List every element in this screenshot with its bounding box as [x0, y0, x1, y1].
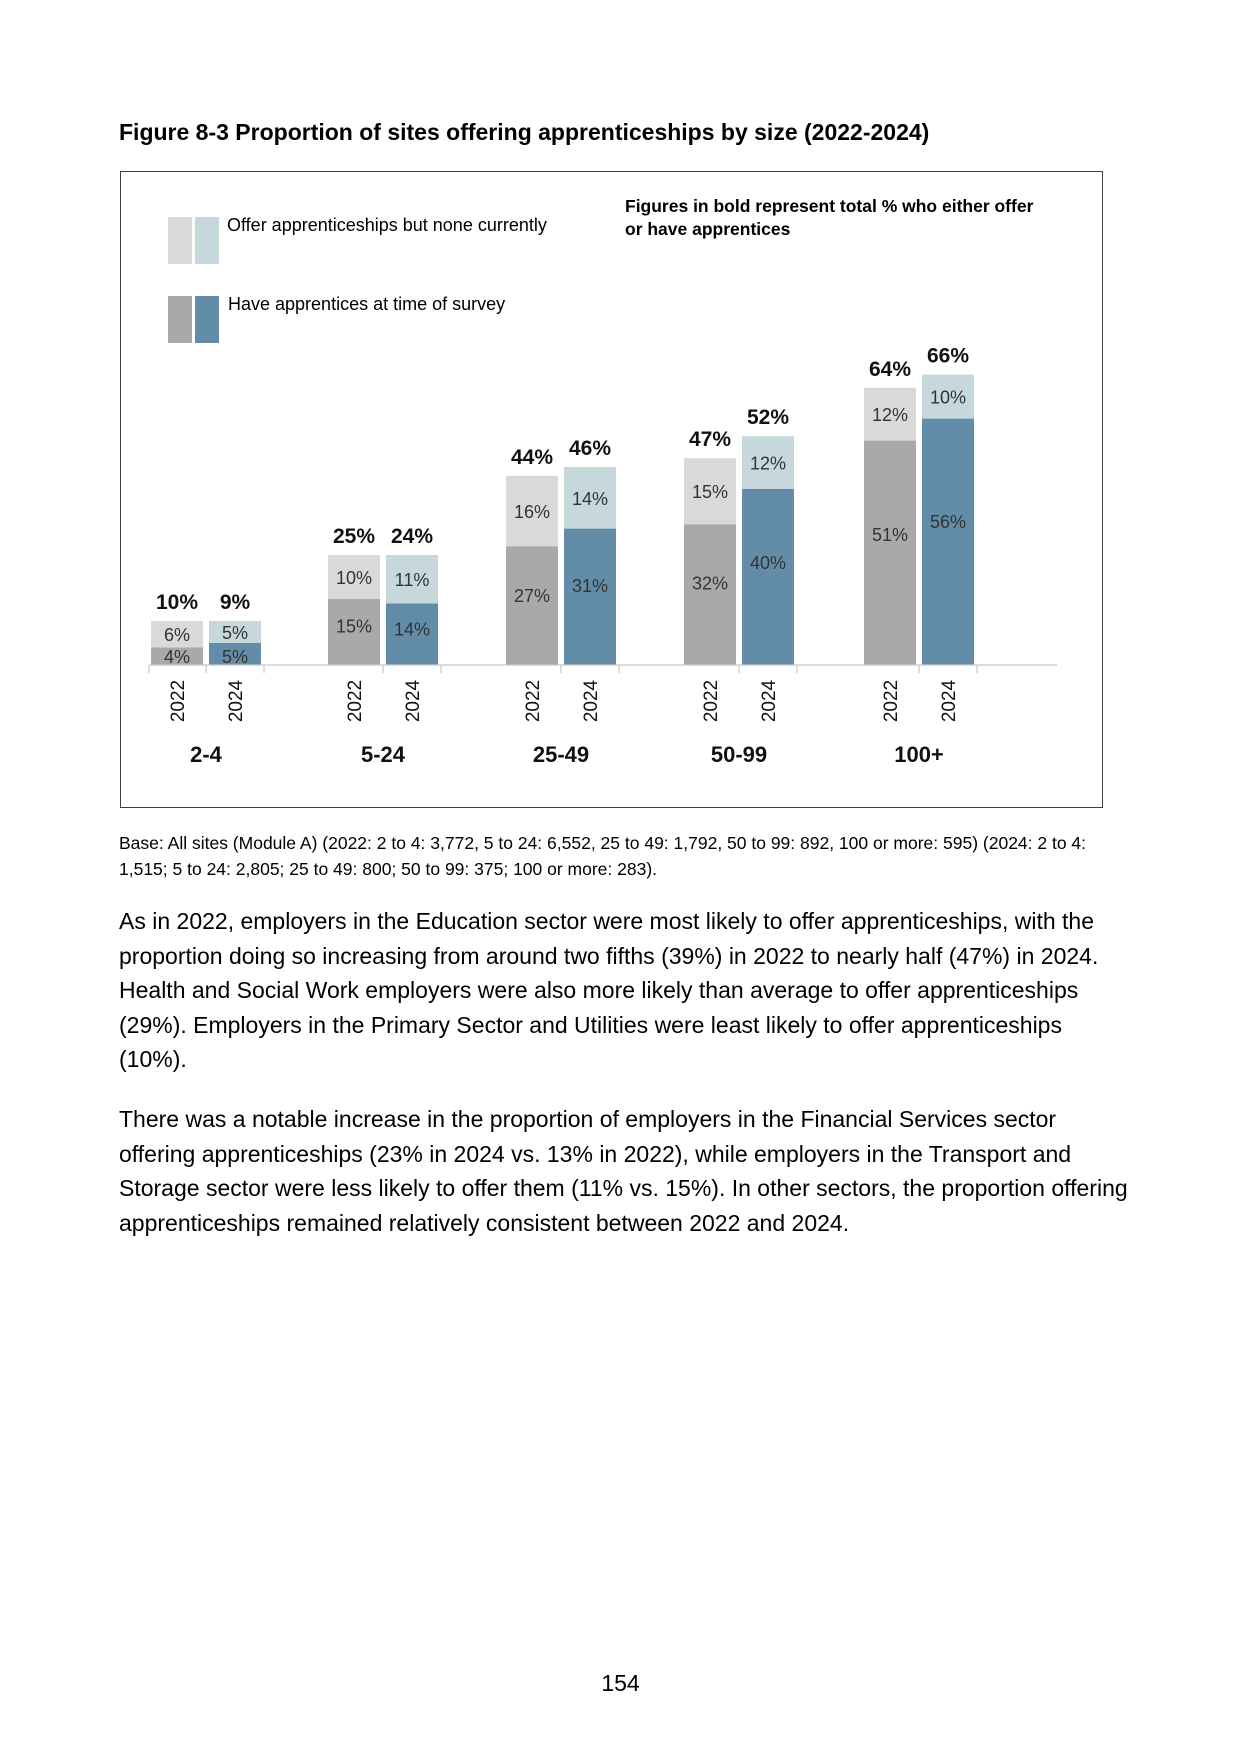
label-total-100+-2024: 66% — [926, 344, 970, 368]
tick-label-100+-2022: 2022 — [881, 679, 902, 723]
label-offer-50-99-2024: 12% — [749, 453, 787, 474]
bar-have-50-99-2022 — [684, 524, 736, 665]
label-offer-25-49-2022: 16% — [513, 502, 551, 522]
label-offer-2-4-2024: 5% — [221, 623, 249, 643]
label-offer-50-99-2022: 15% — [691, 482, 729, 503]
tick-label-50-99-2024: 2024 — [759, 679, 780, 723]
label-have-100+-2024: 56% — [929, 512, 967, 533]
label-have-2-4-2022: 4% — [163, 647, 191, 667]
tick-label-2-4-2024: 2024 — [226, 679, 247, 723]
tick-label-50-99-2022: 2022 — [701, 679, 722, 723]
label-offer-5-24-2022: 10% — [335, 568, 373, 588]
tick-label-5-24-2022: 2022 — [345, 679, 366, 723]
label-have-5-24-2022: 15% — [335, 616, 373, 637]
label-have-50-99-2022: 32% — [691, 573, 729, 594]
bar-have-50-99-2024 — [742, 489, 794, 665]
body-paragraph-2: There was a notable increase in the proportion of employers in the Financial Services sector offering apprenticeships (23% in 2024 vs. 13% in 2022), while employers in the Transport and Storage sector were less likely to offer them (11% vs. 15%). In other sectors, the proportion offering apprenticeships remained relatively consistent between 2022 and 2024. — [119, 1106, 1128, 1236]
category-label-100+: 100+ — [894, 742, 944, 767]
category-label-50-99: 50-99 — [710, 742, 768, 767]
label-total-2-4-2022: 10% — [155, 591, 199, 614]
label-have-25-49-2022: 27% — [513, 586, 551, 607]
label-offer-5-24-2024: 11% — [394, 570, 430, 591]
figure-title: Figure 8-3 Proportion of sites offering apprenticeships by size (2022-2024) — [119, 119, 930, 145]
label-total-25-49-2024: 46% — [568, 437, 612, 460]
label-total-25-49-2022: 44% — [510, 445, 554, 469]
label-have-50-99-2024: 40% — [749, 552, 787, 573]
tick-label-100+-2024: 2024 — [939, 679, 960, 723]
label-total-5-24-2022: 25% — [332, 525, 376, 548]
label-total-2-4-2024: 9% — [219, 591, 251, 614]
bar-have-100+-2022 — [864, 441, 916, 665]
chart-frame — [120, 171, 1103, 808]
bar-have-100+-2024 — [922, 419, 974, 665]
legend-label-offer: Offer apprenticeships but none currently — [227, 215, 547, 235]
page-number: 154 — [601, 1670, 640, 1696]
tick-label-25-49-2022: 2022 — [523, 679, 544, 723]
category-label-5-24: 5-24 — [360, 742, 406, 767]
label-have-5-24-2024: 14% — [393, 619, 431, 640]
label-total-5-24-2024: 24% — [390, 525, 434, 548]
label-have-2-4-2024: 5% — [221, 647, 249, 667]
tick-label-5-24-2024: 2024 — [403, 679, 424, 723]
label-have-100+-2022: 51% — [871, 524, 909, 545]
bar-have-25-49-2024 — [564, 529, 616, 665]
label-offer-2-4-2022: 6% — [163, 625, 191, 646]
chart-note: Figures in bold represent total % who either offer or have apprentices — [625, 196, 1034, 239]
category-label-25-49: 25-49 — [532, 742, 590, 767]
bar-chart — [121, 172, 1102, 807]
label-total-100+-2022: 64% — [868, 357, 912, 381]
base-note: Base: All sites (Module A) (2022: 2 to 4: 3,772, 5 to 24: 6,552, 25 to 49: 1,792, 50 to 99: 892, 100 or more: 595) (2024: 2 to 4: 1,515; 5 to 24: 2,805; 25 to 49: 800; 50 to 99: 375; 100 or more: 283). — [119, 833, 1087, 879]
tick-label-25-49-2024: 2024 — [581, 679, 602, 723]
legend-label-have: Have apprentices at time of survey — [228, 294, 506, 314]
label-offer-100+-2022: 12% — [871, 405, 909, 426]
body-paragraph-1: As in 2022, employers in the Education sector were most likely to offer apprenticeships, with the proportion doing so increasing from around two fifths (39%) in 2022 to nearly half (47%) in 2024. Health and Social Work employers were also more likely than average to offer apprenticeships (29%). Employers in the Primary Sector and Utilities were least likely to offer apprenticeships (10%). — [119, 908, 1099, 1072]
label-offer-100+-2024: 10% — [929, 387, 967, 408]
label-total-50-99-2022: 47% — [688, 428, 732, 452]
label-have-25-49-2024: 31% — [571, 575, 609, 596]
category-label-2-4: 2-4 — [190, 742, 222, 767]
tick-label-2-4-2022: 2022 — [168, 679, 189, 723]
label-total-50-99-2024: 52% — [746, 406, 790, 430]
label-offer-25-49-2024: 14% — [571, 488, 609, 509]
